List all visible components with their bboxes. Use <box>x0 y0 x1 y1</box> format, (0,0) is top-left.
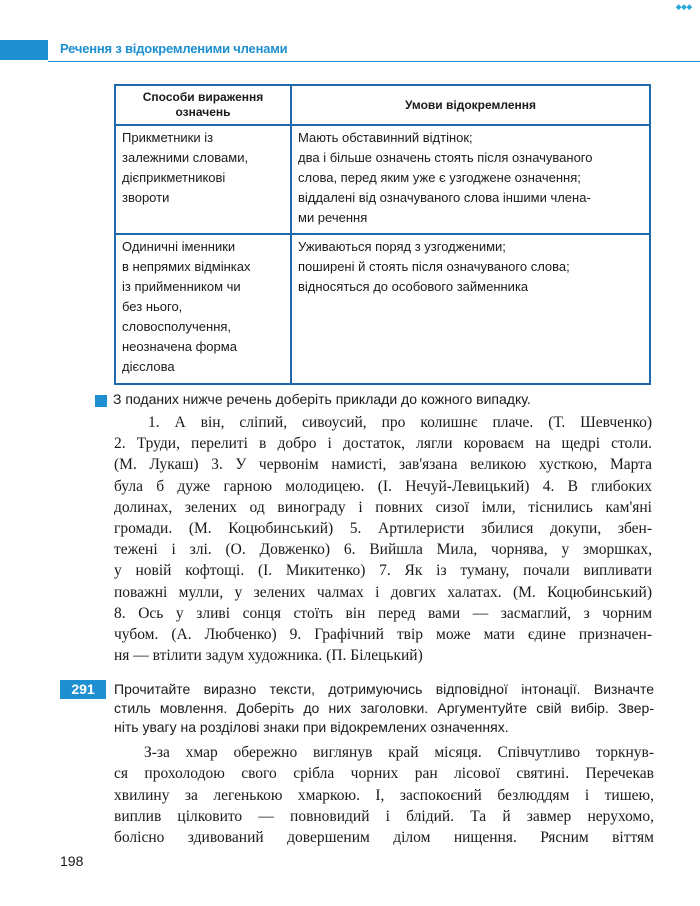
task-instruction: З поданих нижче речень доберіть приклади до кожного випадку. <box>113 391 531 407</box>
example-line: 8. Ось у зливі сонця стоїть він перед вами — засмаглий, з чорним <box>114 604 652 622</box>
chapter-title: Речення з відокремленими членами <box>60 41 288 56</box>
example-line: у новій кофтощі. (І. Микитенко) 7. Як із туману, почали випливати <box>114 562 652 580</box>
table-cell-condition: Мають обставинний відтінок; два і більше означень стоять після означуваного слова, перед яким уже є узгоджене означення; віддалені від означуваного слова іншими члена- ми речення <box>291 125 650 234</box>
table-header-methods: Способи вираження означень <box>115 85 291 125</box>
exercise-line: ніть увагу на розділові знаки при відокремлених означеннях. <box>114 719 509 735</box>
exercise-line: Прочитайте виразно тексти, дотримуючись відповідної інтонації. Визначте <box>114 681 654 697</box>
example-line: тежені і злі. (О. Довженко) 6. Вийшла Мила, чорнява, у зморшках, <box>114 541 652 559</box>
table-header-row <box>115 85 650 125</box>
example-sentences <box>114 412 652 666</box>
exercise-line: стиль мовлення. Доберіть до них заголовки. Аргументуйте свій вибір. Звер- <box>114 700 654 716</box>
table-row <box>115 234 650 384</box>
example-line: громади. (М. Коцюбинський) 5. Артилеристи збилися докупи, збен- <box>114 520 652 538</box>
exercise-instruction <box>114 680 654 737</box>
example-line: долинах, зелених од винограду і повних сизої імли, тіснились кам'яні <box>114 498 652 516</box>
table-cell-condition: Уживаються поряд з узгодженими; поширені й стоять після означуваного слова; відносяться до особового займенника <box>291 234 650 384</box>
reading-line: виплив цілковито — повновидий і блідий. Та й завмер нерухомо, <box>114 807 654 825</box>
example-line: ня — втілити задум художника. (П. Білецький) <box>114 647 423 665</box>
reading-line: хвилину за легенькою хмаркою. І, заспокоєний безлюддям і тишею, <box>114 786 654 804</box>
example-line: 1. А він, сліпий, сивоусий, про колишнє плаче. (Т. Шевченко) <box>148 414 652 431</box>
rules-table <box>114 84 651 385</box>
reading-passage <box>114 742 654 848</box>
reading-line: З-за хмар обережно виглянув край місяця. Співчутливо торкнув- <box>144 744 654 761</box>
header-divider <box>48 61 700 62</box>
example-line: 2. Труди, перелиті в добро і достаток, лягли короваєм на щедрі столи. <box>114 435 652 453</box>
example-line: (М. Лукаш) 3. У червонім намисті, зав'язана великою хусткою, Марта <box>114 456 652 474</box>
table-row <box>115 125 650 234</box>
example-line: була б дуже гарною молодицею. (І. Нечуй-Левицький) 4. В глибоких <box>114 477 652 495</box>
task-marker-square <box>95 395 107 407</box>
table-cell-method: Одиничні іменники в непрямих відмінках із прийменником чи без нього, словосполучення, неозначена форма дієслова <box>115 234 291 384</box>
publisher-mark: ◆◆◆ <box>675 4 692 11</box>
reading-line: ся прохолодою свого срібла чорних ран лісової святині. Перечекав <box>114 765 654 783</box>
exercise-number-badge: 291 <box>60 680 106 699</box>
table-cell-method: Прикметники із залежними словами, дієприкметникові звороти <box>115 125 291 234</box>
example-line: поважні мулли, у зелених чалмах і довгих халатах. (М. Коцюбинський) <box>114 583 652 601</box>
page-number: 198 <box>60 853 84 869</box>
header-accent-bar <box>0 40 48 60</box>
reading-line: болісно здивований довершеним ділом нищення. Рясним віттям <box>114 829 654 847</box>
example-line: чубом. (А. Любченко) 9. Графічний твір може мати єдине призначен- <box>114 626 652 644</box>
table-header-conditions: Умови відокремлення <box>291 85 650 125</box>
